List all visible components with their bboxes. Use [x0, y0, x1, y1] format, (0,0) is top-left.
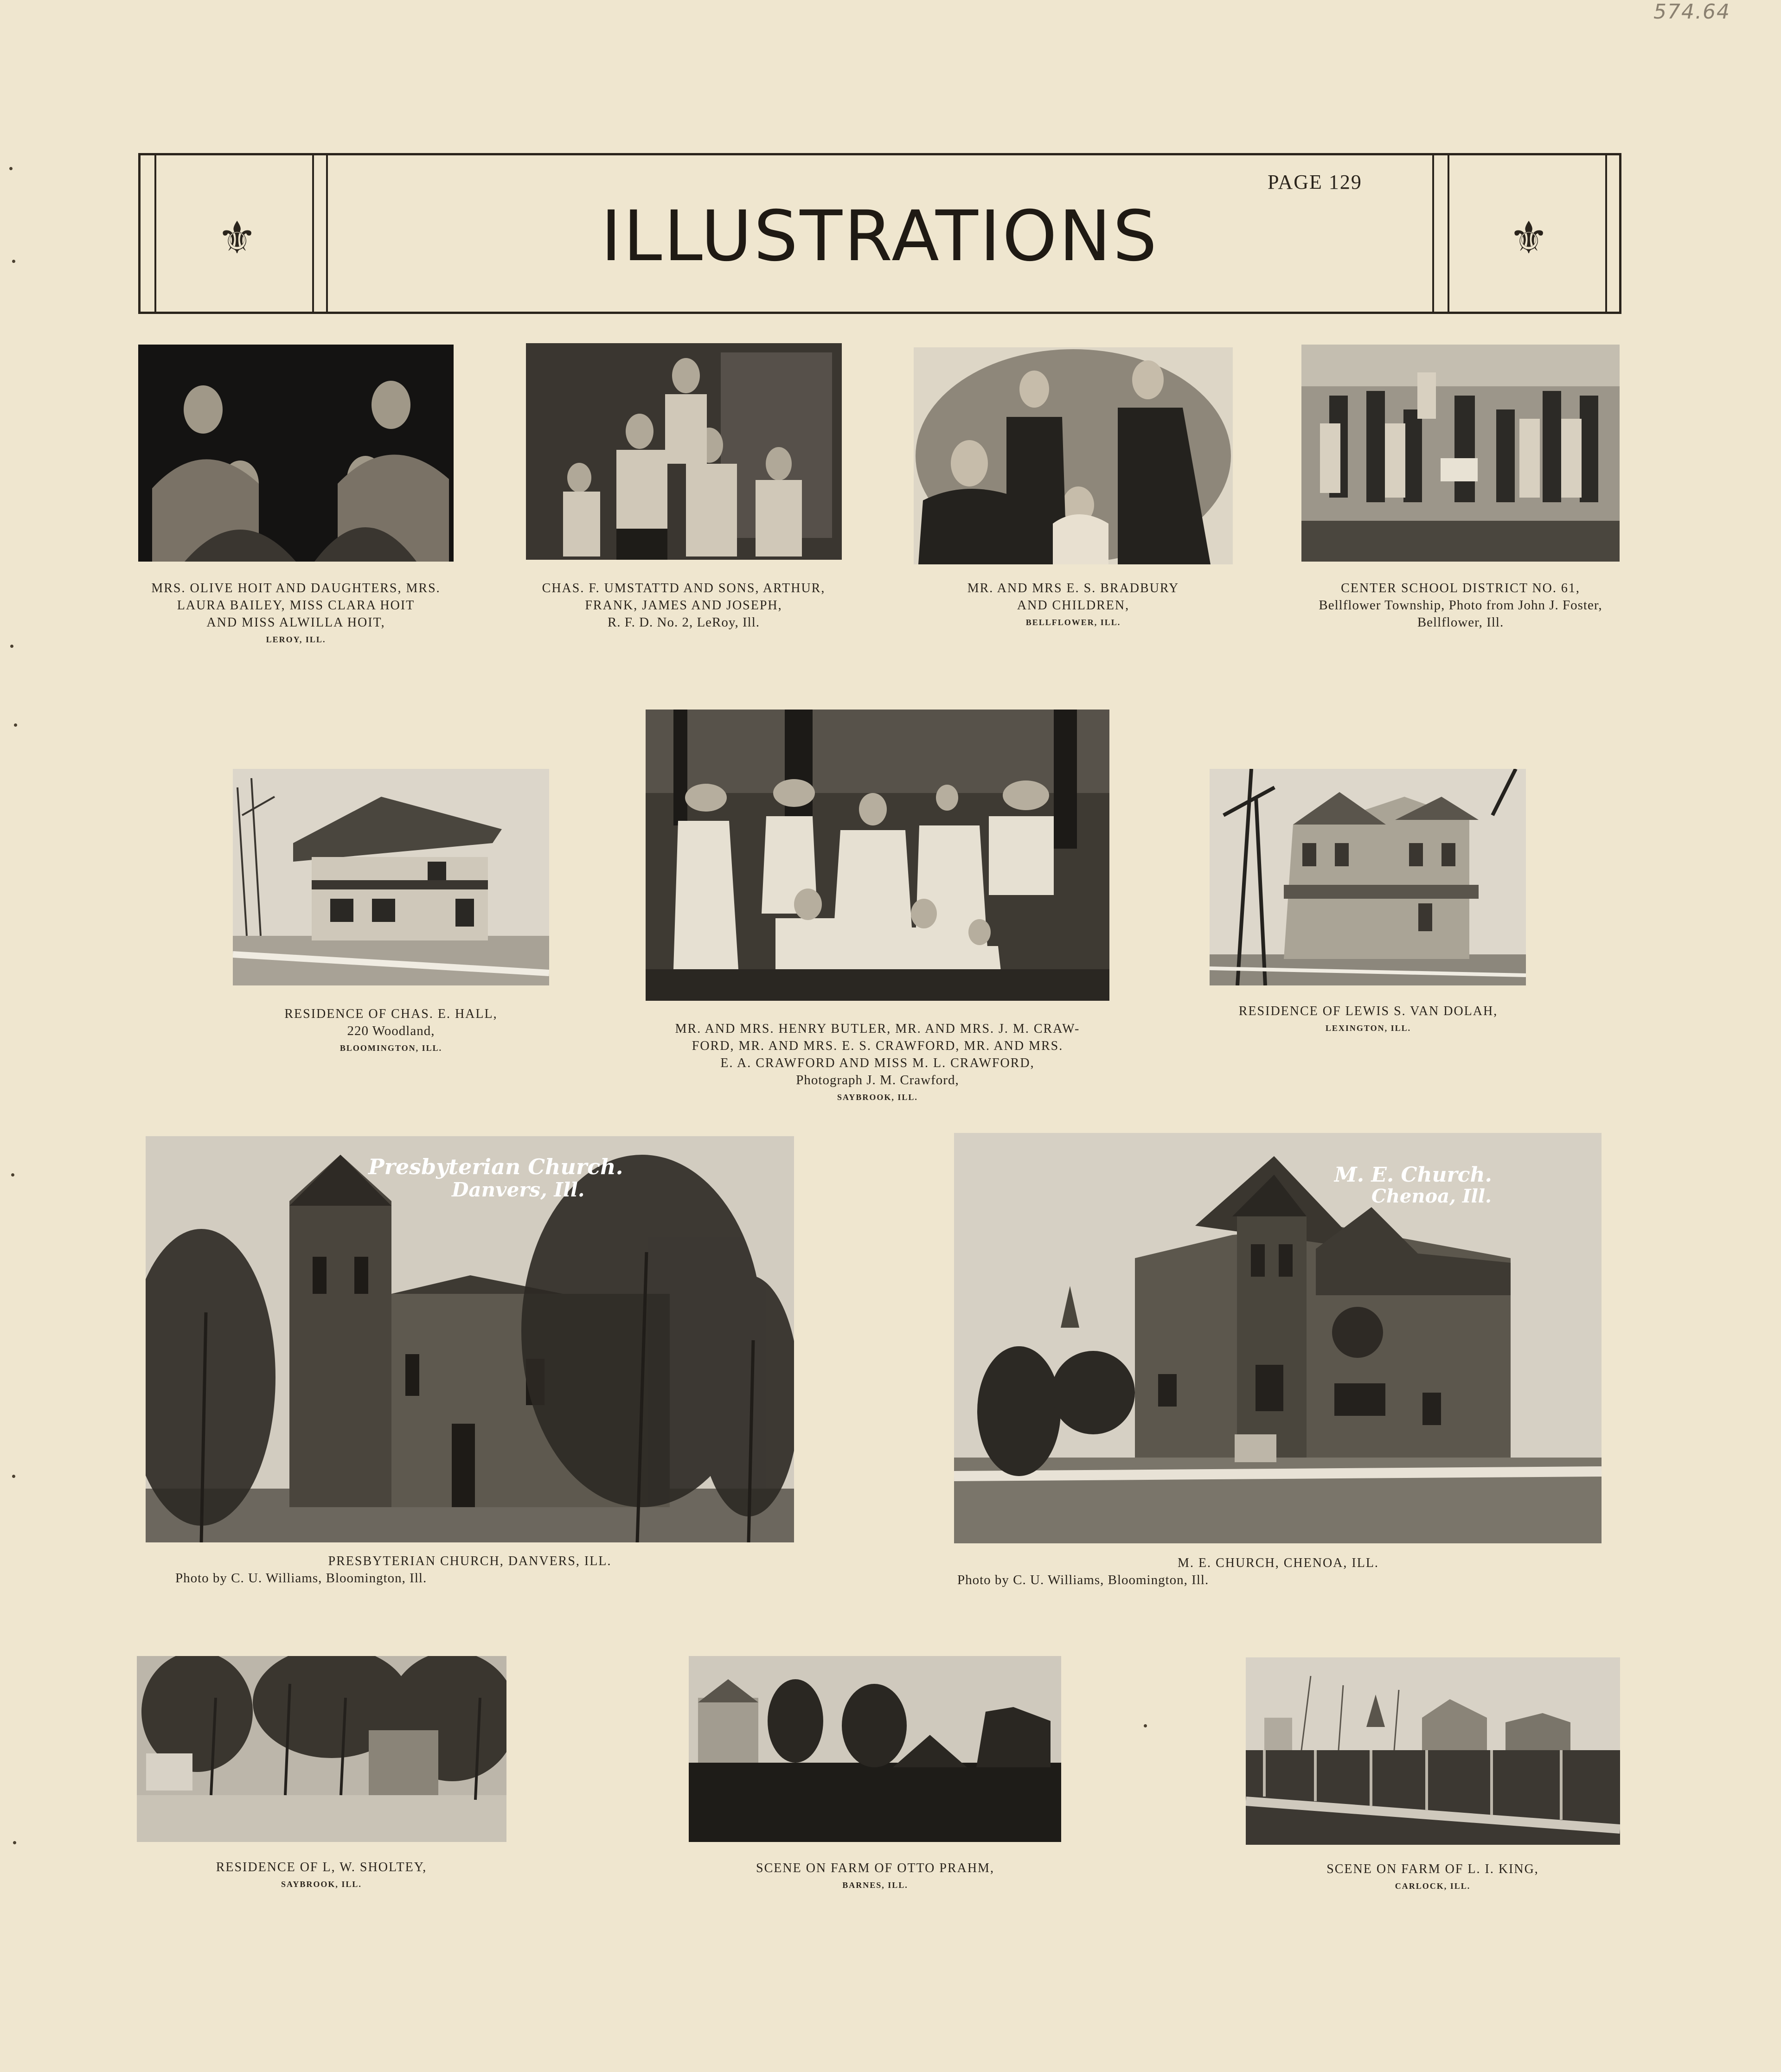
page-number: PAGE 129 — [1268, 171, 1362, 193]
caption-line: AND MISS ALWILLA HOIT, — [206, 615, 385, 630]
margin-dot — [11, 1173, 14, 1177]
caption-location: BLOOMINGTON, ILL. — [340, 1043, 442, 1053]
photo-van-dolah-residence — [1210, 769, 1526, 985]
caption-line: Photo by C. U. Williams, Bloomington, Ill. — [957, 1573, 1209, 1587]
margin-catalog-note: 574.64 — [1653, 0, 1730, 24]
caption-line: AND CHILDREN, — [1017, 598, 1130, 613]
caption-location: LEXINGTON, ILL. — [1325, 1023, 1411, 1033]
caption-location: SAYBROOK, ILL. — [281, 1880, 362, 1889]
fleur-de-lis-icon: ⚜ — [1509, 212, 1549, 264]
caption-location: BELLFLOWER, ILL. — [1025, 618, 1121, 627]
caption-location: CARLOCK, ILL. — [1395, 1881, 1471, 1891]
caption-center-school — [1277, 580, 1644, 631]
caption-van-dolah — [1183, 1003, 1554, 1037]
caption-line: E. A. CRAWFORD AND MISS M. L. CRAWFORD, — [720, 1056, 1035, 1070]
photo-me-church-chenoa — [954, 1133, 1602, 1543]
photo-prahm-farm — [689, 1656, 1061, 1842]
caption-line: RESIDENCE OF CHAS. E. HALL, — [284, 1007, 498, 1021]
caption-line: Photograph J. M. Crawford, — [796, 1073, 959, 1087]
caption-me-church — [954, 1554, 1603, 1589]
margin-dot — [10, 645, 13, 648]
caption-line: MRS. OLIVE HOIT AND DAUGHTERS, MRS. — [151, 581, 441, 595]
photo-sholtey-residence — [137, 1656, 506, 1842]
caption-line: R. F. D. No. 2, LeRoy, Ill. — [607, 615, 760, 630]
margin-dot — [1144, 1724, 1147, 1727]
page-title: ILLUSTRATIONS — [601, 196, 1159, 277]
photo-inscription: Chenoa, Ill. — [1371, 1185, 1492, 1207]
caption-line: MR. AND MRS E. S. BRADBURY — [967, 581, 1179, 595]
caption-location: SAYBROOK, ILL. — [837, 1093, 918, 1102]
header-banner — [138, 153, 1621, 314]
caption-butler-crawford — [599, 1020, 1156, 1106]
caption-hall — [205, 1005, 577, 1057]
caption-line: RESIDENCE OF LEWIS S. VAN DOLAH, — [1238, 1004, 1498, 1018]
caption-prahm — [690, 1860, 1061, 1894]
caption-location: LEROY, ILL. — [266, 635, 326, 644]
photo-presbyterian-church — [146, 1136, 794, 1542]
caption-line: SCENE ON FARM OF OTTO PRAHM, — [756, 1861, 994, 1875]
fleur-de-lis-icon: ⚜ — [217, 212, 257, 264]
caption-line: SCENE ON FARM OF L. I. KING, — [1326, 1862, 1539, 1876]
caption-line: CHAS. F. UMSTATTD AND SONS, ARTHUR, — [542, 581, 826, 595]
caption-line: Bellflower, Ill. — [1417, 615, 1504, 630]
caption-line: 220 Woodland, — [347, 1023, 435, 1038]
margin-dot — [14, 723, 17, 727]
caption-line: Photo by C. U. Williams, Bloomington, Ill. — [175, 1571, 427, 1586]
caption-king — [1247, 1861, 1618, 1895]
caption-presbyterian — [145, 1553, 794, 1587]
caption-line: LAURA BAILEY, MISS CLARA HOIT — [177, 598, 415, 613]
margin-dot — [13, 1841, 16, 1844]
margin-dot — [9, 167, 13, 170]
caption-line: RESIDENCE OF L, W. SHOLTEY, — [216, 1860, 427, 1874]
photo-hoit-family — [138, 345, 454, 562]
photo-center-school — [1301, 345, 1620, 562]
banner-divider — [1605, 155, 1607, 312]
margin-dot — [12, 1475, 15, 1478]
photo-inscription: M. E. Church. — [1334, 1163, 1492, 1187]
caption-line: FRANK, JAMES AND JOSEPH, — [585, 598, 782, 613]
photo-umstattd-family — [526, 343, 842, 560]
caption-location: BARNES, ILL. — [842, 1880, 908, 1890]
caption-line: Bellflower Township, Photo from John J. Foster, — [1319, 598, 1602, 613]
caption-line: CENTER SCHOOL DISTRICT NO. 61, — [1341, 581, 1580, 595]
banner-divider — [154, 155, 156, 312]
photo-inscription: Presbyterian Church. — [368, 1154, 623, 1179]
caption-line: MR. AND MRS. HENRY BUTLER, MR. AND MRS. J. M. CRAW- — [675, 1022, 1080, 1036]
photo-hall-residence — [233, 769, 549, 985]
caption-line: M. E. CHURCH, CHENOA, ILL. — [1178, 1556, 1379, 1570]
caption-umstattd — [498, 580, 869, 631]
caption-line: PRESBYTERIAN CHURCH, DANVERS, ILL. — [328, 1554, 612, 1568]
photo-butler-crawford-group — [646, 710, 1109, 1001]
photo-inscription: Danvers, Ill. — [452, 1178, 585, 1201]
caption-hoit — [110, 580, 481, 648]
photo-bradbury-family — [914, 347, 1233, 564]
caption-sholtey — [136, 1859, 507, 1893]
photo-king-farm — [1246, 1657, 1620, 1845]
margin-dot — [12, 260, 15, 263]
caption-line: FORD, MR. AND MRS. E. S. CRAWFORD, MR. AND MRS. — [692, 1039, 1063, 1053]
caption-bradbury — [888, 580, 1259, 631]
